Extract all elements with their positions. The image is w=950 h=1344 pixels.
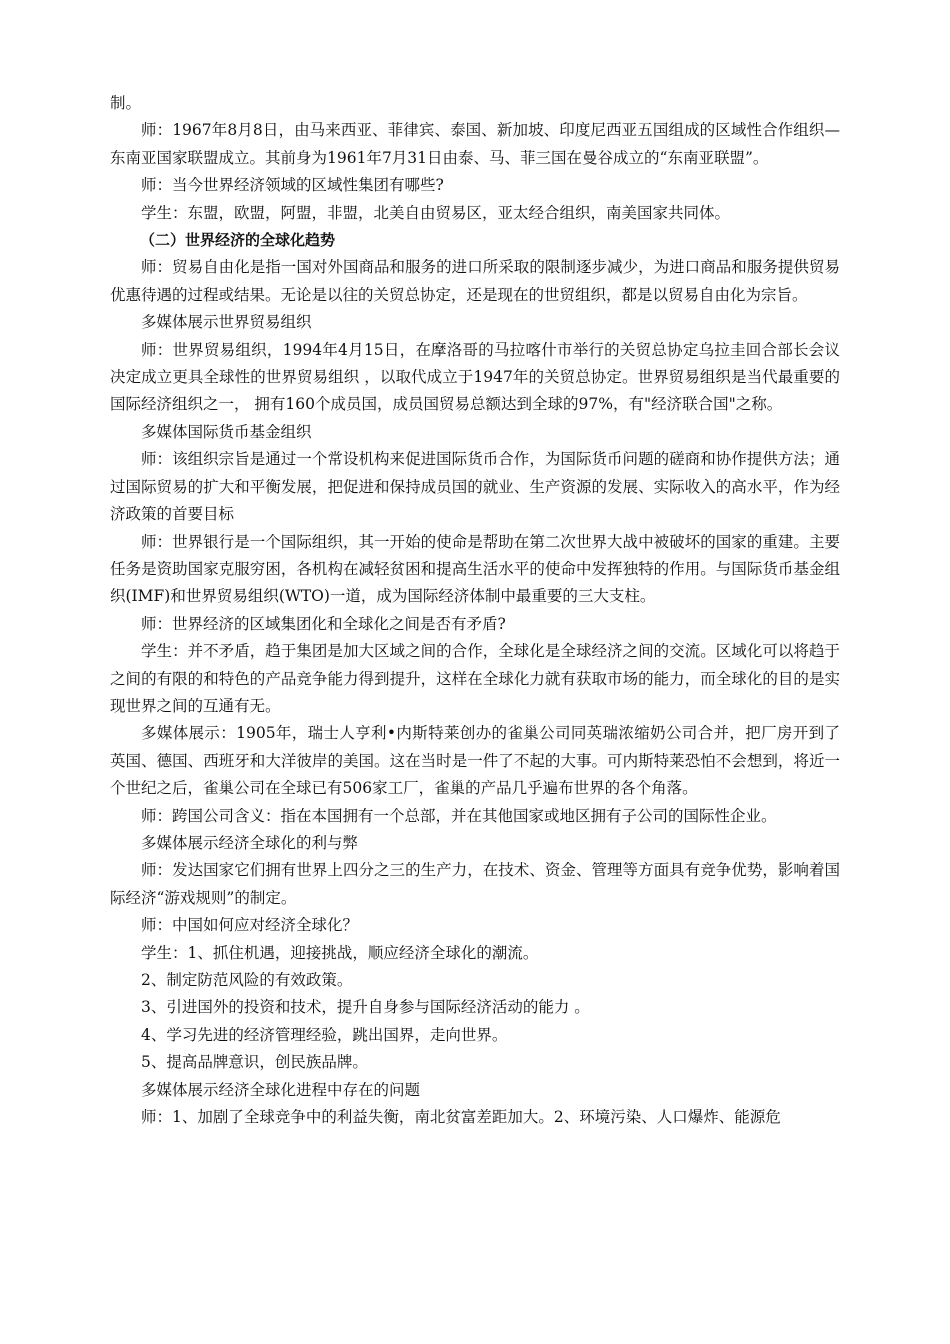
list-item-3: 3、引进国外的投资和技术，提升自身参与国际经济活动的能力 。 — [141, 998, 590, 1017]
paragraph-world-bank: 师：世界银行是一个国际组织，其一开始的使命是帮助在第二次世界大战中被破坏的国家的重建。主要任务是资助国家克服穷困，各机构在减轻贫困和提高生活水平的使命中发挥独特的作用。与国际货币基金组织(IMF)和世界贸易组织(WTO)一道，成为国际经济体制中最重要的三大支柱。 — [110, 532, 840, 606]
list-item-2: 2、制定防范风险的有效政策。 — [141, 971, 353, 989]
list-item-4: 4、学习先进的经济管理经验，跳出国界，走向世界。 — [141, 1025, 508, 1044]
paragraph-continuation: 制。 — [110, 94, 142, 112]
paragraph-problems-list: 师：1、加剧了全球竞争中的利益失衡，南北贫富差距加大。2、环境污染、人口爆炸、能源危 — [141, 1108, 781, 1127]
paragraph-teacher-question-china: 师：中国如何应对经济全球化？ — [141, 916, 359, 935]
paragraph-student-answer-blocs: 学生：东盟，欧盟，阿盟，非盟，北美自由贸易区，亚太经合组织，南美国家共同体。 — [141, 203, 731, 222]
paragraph-multimedia-nestle: 多媒体展示：1905年，瑞士人亨利•内斯特莱创办的雀巢公司同英瑞浓缩奶公司合并，把厂房开到了英国、德国、西班牙和大洋彼岸的美国。这在当时是一件了不起的大事。可内斯特莱恐怕不会想到，将近一个世纪之后，雀巢公司在全球已有506家工厂，雀巢的产品几乎遍布世界的各个角落。 — [110, 724, 840, 798]
paragraph-wto-description: 师：世界贸易组织，1994年4月15日，在摩洛哥的马拉喀什市举行的关贸总协定乌拉圭回合部长会议决定成立更具全球性的世界贸易组织 ，以取代成立于1947年的关贸总协定。世界贸易组织是当代最重要的国际经济组织之一， 拥有160个成员国，成员国贸易总额达到全球的97%，有"经济联合国"之称。 — [110, 340, 840, 414]
paragraph-multimedia-pros-cons: 多媒体展示经济全球化的利与弊 — [141, 833, 359, 852]
paragraph-teacher-question-blocs: 师：当今世界经济领域的区域性集团有哪些? — [141, 176, 444, 195]
paragraph-teacher-question-contradiction: 师：世界经济的区域集团化和全球化之间是否有矛盾? — [141, 614, 506, 633]
document-body — [110, 90, 840, 1131]
paragraph-multimedia-problems: 多媒体展示经济全球化进程中存在的问题 — [141, 1080, 421, 1099]
paragraph-imf-description: 师：该组织宗旨是通过一个常设机构来促进国际货币合作，为国际货币问题的磋商和协作提供方法；通过国际贸易的扩大和平衡发展，把促进和保持成员国的就业、生产资源的发展、实际收入的高水平，作为经济政策的首要目标 — [110, 450, 840, 524]
paragraph-student-answer-contradiction: 学生：并不矛盾，趋于集团是加大区域之间的合作，全球化是全球经济之间的交流。区域化可以将趋于之间的有限的和特色的产品竞争能力得到提升，这样在全球化力就有获取市场的能力，而全球化的目的是实现世界之间的互通有无。 — [110, 642, 840, 715]
paragraph-asean-founding: 师：1967年8月8日，由马来西亚、菲律宾、泰国、新加坡、印度尼西亚五国组成的区域性合作组织—东南亚国家联盟成立。其前身为1961年7月31日由泰、马、菲三国在曼谷成立的“东南亚联盟”。 — [110, 121, 840, 167]
paragraph-multimedia-wto: 多媒体展示世界贸易组织 — [141, 313, 312, 332]
paragraph-developed-countries: 师：发达国家它们拥有世界上四分之三的生产力，在技术、资金、管理等方面具有竞争优势，影响着国际经济“游戏规则”的制定。 — [110, 861, 840, 907]
paragraph-multimedia-imf: 多媒体国际货币基金组织 — [141, 422, 312, 441]
paragraph-multinational-definition: 师：跨国公司含义：指在本国拥有一个总部，并在其他国家或地区拥有子公司的国际性企业。 — [141, 806, 777, 825]
section-heading-globalization: （二）世界经济的全球化趋势 — [140, 231, 336, 250]
list-item-1: 学生：1、抓住机遇，迎接挑战，顺应经济全球化的潮流。 — [141, 943, 539, 962]
paragraph-trade-liberalization: 师：贸易自由化是指一国对外国商品和服务的进口所采取的限制逐步减少，为进口商品和服务提供贸易优惠待遇的过程或结果。无论是以往的关贸总协定，还是现在的世贸组织，都是以贸易自由化为宗旨。 — [110, 258, 840, 304]
list-item-5: 5、提高品牌意识，创民族品牌。 — [141, 1053, 368, 1072]
